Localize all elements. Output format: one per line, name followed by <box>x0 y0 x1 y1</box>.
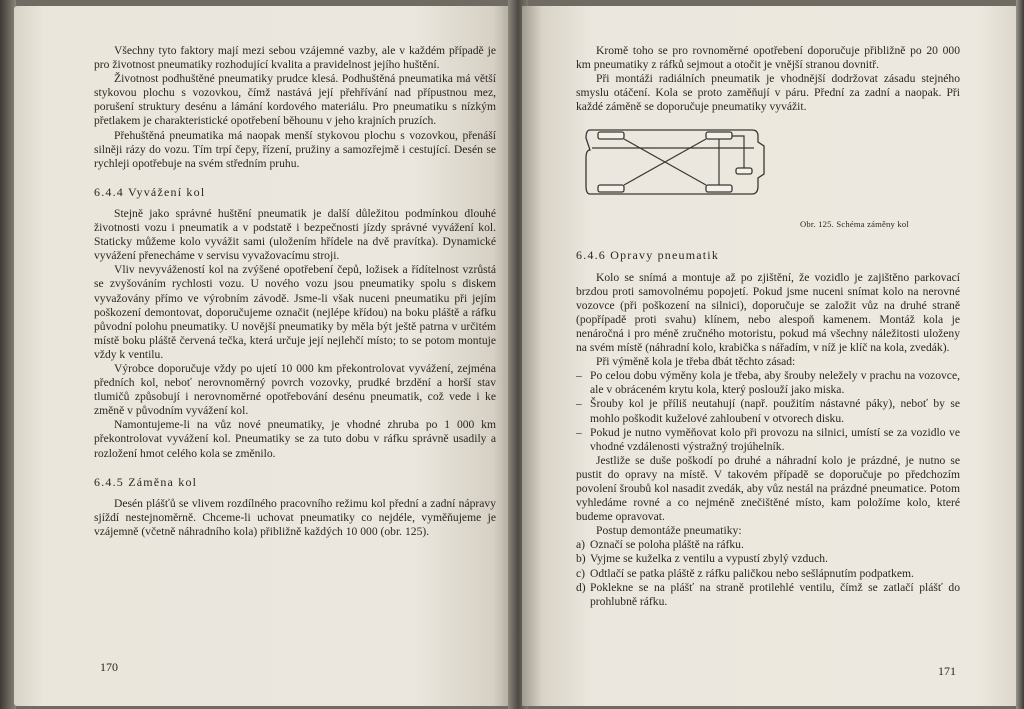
section-heading: 6.4.5 Záměna kol <box>94 474 198 489</box>
step-text: Poklekne se na plášť na straně protilehlé ventilu, čímž se zatlačí plášť do prohlubně ráfku. <box>590 580 960 608</box>
swap-arrow <box>732 136 744 168</box>
list-item: – Pokud je nutno vyměňovat kolo při provozu na silnici, umístí se za vozidlo ve vhodné vzdálenosti výstražný trojúhelník. <box>576 425 960 453</box>
paragraph: Životnost podhuštěné pneumatiky prudce klesá. Podhuštěná pneumatika má větší stykovou plochu s vozovkou, čímž nastává její přehřívání nad přípustnou mez, porušení struktury desénu a lámání kordového materiálu. Pro pneumatiku s nízkým přetlakem je charakteristické opotřebení běhounu v jeho krajních pruzích. <box>94 72 496 128</box>
wheel-front-right <box>706 132 732 139</box>
left-page <box>14 6 514 706</box>
paragraph: Jestliže se duše poškodí po druhé a náhradní kolo je prázdné, je nutno se pustit do opravy na místě. V takovém případě se doporučuje po předchozím povolení šroubů kol nasadit zvedák, aby vůz nestál na prázdné pneumatice. Potom vyhledáme rovné a co nejméně znečištěné místo, kam položíme kolo, které budeme opravovat. <box>576 453 960 524</box>
paragraph: Kromě toho se pro rovnoměrné opotřebení doporučuje přibližně po 20 000 km pneumatiky z ráfků sejmout a otočit je vnější stranou dovnitř. <box>576 44 960 72</box>
paragraph: Přehuštěná pneumatika má naopak menší stykovou plochu s vozovkou, přenáší silněji rázy do vozu. Tím trpí čepy, řízení, pružiny a samozřejmě i cestující. Desén se rychleji opotřebuje na svém středním pruhu. <box>94 128 496 170</box>
page-number: 170 <box>100 660 118 674</box>
paragraph: Při výměně kola je třeba dbát těchto zásad: <box>596 355 796 369</box>
paragraph: Výrobce doporučuje vždy po ujetí 10 000 km překontrolovat vyvážení, zejména předních kol, neboť nerovnoměrný povrch vozovky, prudké brzdění a horší stav tlumičů způsobují i nerovnoměrné opotřebování desénu pneumatik, což vede i ke změně v původním vyvážení kol. <box>94 361 496 418</box>
wheel-swap-figure <box>576 124 960 242</box>
step-text: Vyjme se kuželka z ventilu a vypustí zbylý vzduch. <box>590 552 828 566</box>
left-page-text <box>94 44 496 539</box>
paragraph: Namontujeme-li na vůz nové pneumatiky, je vhodné zhruba po 1 000 km překontrolovat vyvážení kol. Pneumatiky se za tuto dobu v ráfku správně usadily a rozložení hmot celého kola se změnilo. <box>94 418 496 460</box>
paragraph: Stejně jako správné huštění pneumatik je další důležitou podmínkou dlouhé životnosti vozu i pneumatik a v podstatě i bezpečnosti jízdy správné vyvážení kol. Staticky můžeme kolo vyvážit sami (uložením hřídele na dvě pravítka). Dynamické vyvážení přenecháme v servisu vyvažovacímu stroji. <box>94 206 496 263</box>
wheel-spare <box>736 168 752 174</box>
step-text: Odtlačí se patka pláště z ráfku paličkou nebo sešlápnutím podpatkem. <box>590 566 914 580</box>
section-heading: 6.4.6 Opravy pneumatik <box>576 248 720 263</box>
list-item <box>576 552 960 566</box>
list-item: – Po celou dobu výměny kola je třeba, aby šrouby neležely v prachu na vozovce, ale v obráceném krytu kola, který poslouží jako miska. <box>576 369 960 397</box>
right-page <box>522 6 1018 706</box>
figure-caption: Obr. 125. Schéma záměny kol <box>800 219 909 230</box>
procedure-steps <box>576 538 960 608</box>
wheel-swap-diagram <box>576 124 776 216</box>
dash-list <box>576 369 960 454</box>
step-text: Označí se poloha pláště na ráfku. <box>590 538 744 552</box>
paragraph: Při montáži radiálních pneumatik je vhodnější dodržovat zásadu stejného smyslu otáčení. Kola se proto zaměňují v páru. Přední za zadní a naopak. Při každé záměně se doporučuje pneumatiky vyvážit. <box>576 72 960 114</box>
paragraph: Desén plášťů se vlivem rozdílného pracovního režimu kol přední a zadní nápravy sjíždí nestejnoměrně. Chceme-li uchovat pneumatiky co nejdéle, vyměňujeme je vzájemně (včetně náhradního kola) přibližně každých 10 000 (obr. 125). <box>94 496 496 538</box>
wheel-rear-left <box>598 185 624 192</box>
book-edge-right <box>1016 0 1024 709</box>
list-item: – Šrouby kol je příliš neutahují (např. použitím nástavné páky), neboť by se mohlo poškodit kuželové zahloubení v otvorech disku. <box>576 397 960 425</box>
list-item <box>576 581 960 609</box>
step-marker: d) <box>576 580 586 594</box>
list-item-text: Po celou dobu výměny kola je třeba, aby šrouby neležely v prachu na vozovce, ale v obráceném krytu kola, který poslouží jako miska. <box>590 369 960 397</box>
paragraph: Kolo se snímá a montuje až po zjištění, že vozidlo je zajištěno parkovací brzdou proti samovolnému popojetí. Pokud jsme nuceni snímat kolo na nerovné vozovce (při poškození na silnici), doporučuje se založit vůz na druhé straně (popřípadě proti svahu) klínem, nebo alespoň kamenem. Montáž kola je nenáročná i pro méně zručného motoristu, pokud má všechny náležitosti uloženy na svém místě (náhradní kolo, krabička s nářadím, v níž je klíč na kola, zvedák). <box>576 270 960 355</box>
list-item-text: Pokud je nutno vyměňovat kolo při provozu na silnici, umístí se za vozidlo ve vhodné vzdálenosti výstražný trojúhelník. <box>590 425 960 453</box>
paragraph: Vliv nevyvážeností kol na zvýšené opotřebení čepů, ložisek a řídítelnost vzrůstá se zvyšováním rychlosti vozu. U nového vozu jsou pneumatiky spolu s diskem vyvažovány přímo ve výrobním závodě. Jsme-li však nuceni pneumatiku při jejím poškození demontovat, doporučujeme označit (nejlépe křídou) na boku pláště a ráfku původní polohu pneumatiky. U novější pneumatiky by měla být ještě patrna v určitém místě boku pláště červená tečka, která určuje její nejlehčí místo; to se potom montuje vždy k ventilu. <box>94 263 496 361</box>
procedure-title: Postup demontáže pneumatiky: <box>596 524 742 538</box>
list-item <box>576 538 960 552</box>
step-marker: a) <box>576 538 586 552</box>
page-number: 171 <box>938 664 956 678</box>
paragraph: Všechny tyto faktory mají mezi sebou vzájemné vazby, ale v každém případě je pro životnost pneumatiky rozhodující kvalita a pravidelnost jejího huštění. <box>94 44 496 72</box>
step-marker: c) <box>576 566 586 580</box>
list-item <box>576 567 960 581</box>
wheel-front-left <box>598 132 624 139</box>
step-marker: b) <box>576 552 586 566</box>
wheel-rear-right <box>706 185 732 192</box>
right-page-text <box>576 44 960 609</box>
section-heading: 6.4.4 Vyvážení kol <box>94 184 206 199</box>
list-item-text: Šrouby kol je příliš neutahují (např. použitím nástavné páky), neboť by se mohlo poškodit kuželové zahloubení v otvorech disku. <box>590 397 960 425</box>
